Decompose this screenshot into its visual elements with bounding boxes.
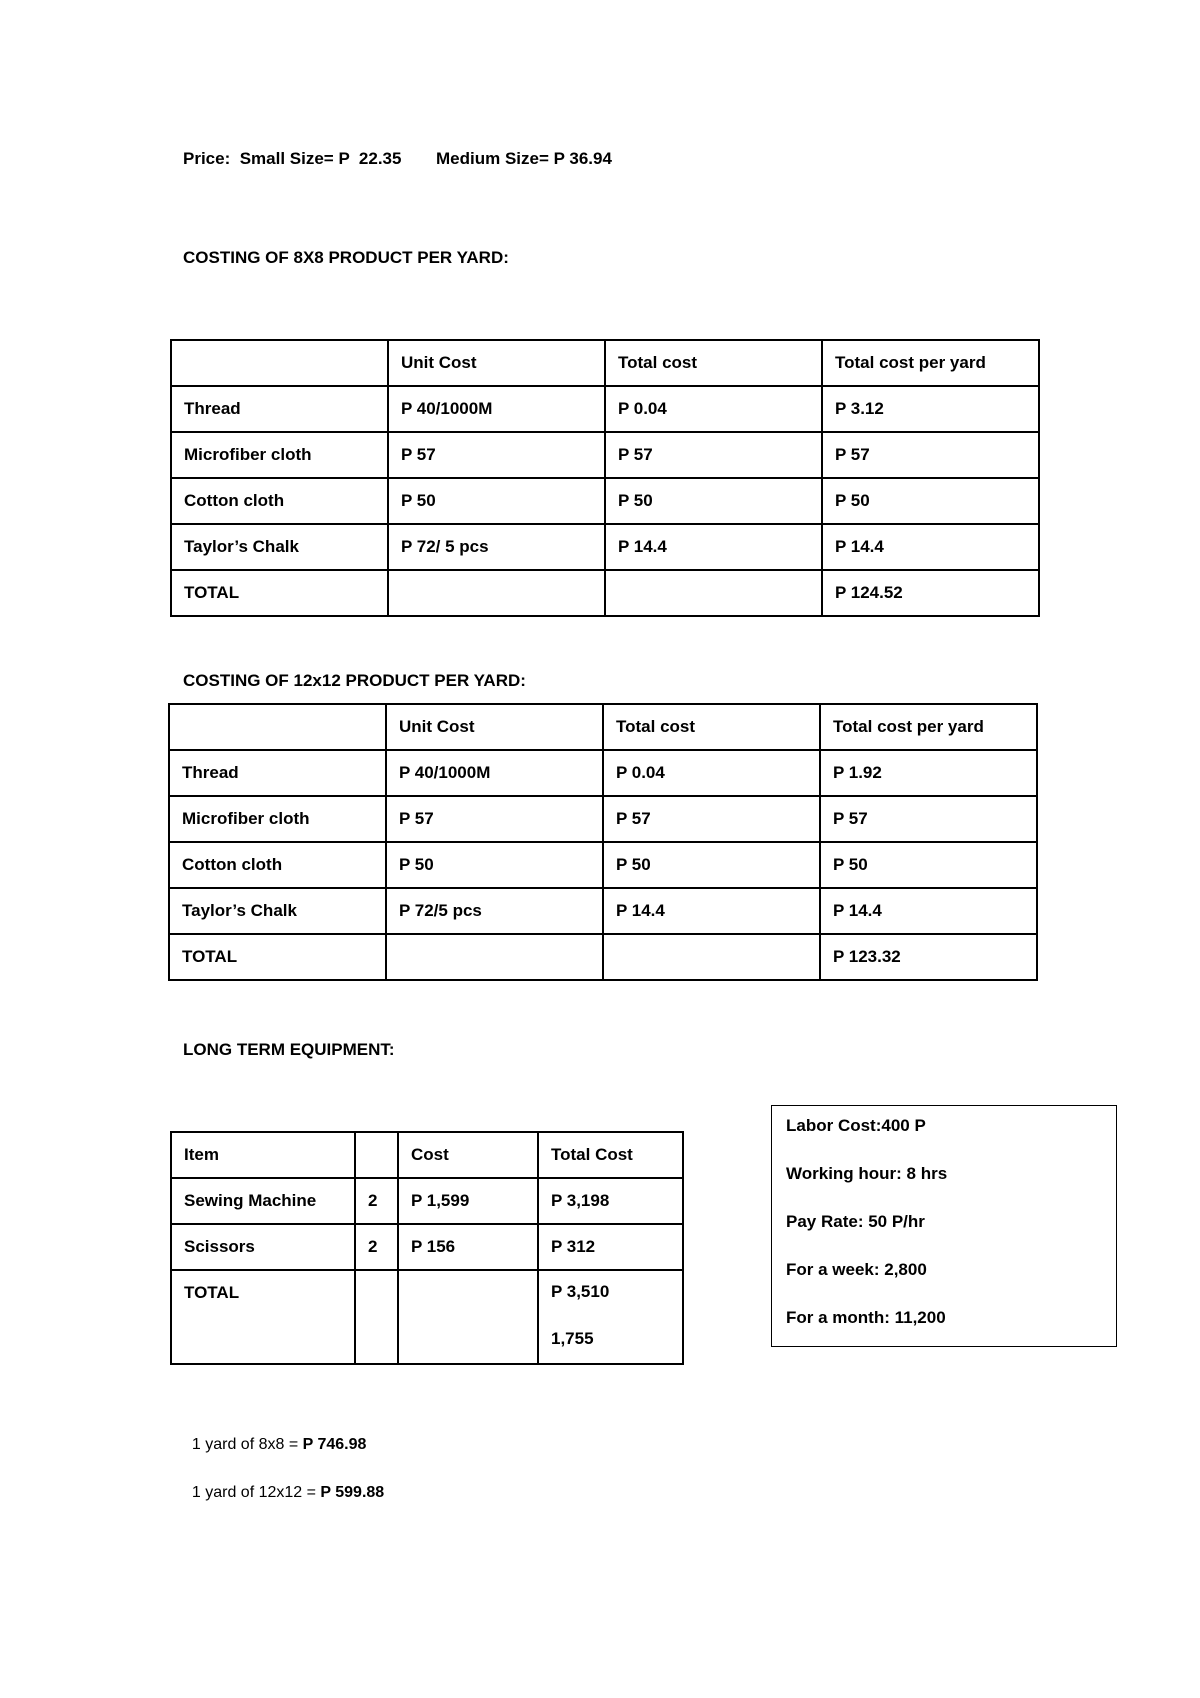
table-cell bbox=[355, 1270, 398, 1364]
table-cell bbox=[386, 934, 603, 980]
table-row bbox=[171, 524, 1039, 570]
heading-8x8: COSTING OF 8X8 PRODUCT PER YARD: bbox=[183, 248, 509, 267]
table-row bbox=[171, 1224, 683, 1270]
table-cell: P 72/5 pcs bbox=[386, 888, 603, 934]
table-cell: Thread bbox=[171, 386, 388, 432]
header-cell: Cost bbox=[398, 1132, 538, 1178]
table-cell: P 50 bbox=[605, 478, 822, 524]
total-cost-split: 1,755 bbox=[551, 1329, 594, 1348]
table-cell: P 156 bbox=[398, 1224, 538, 1270]
table-row bbox=[169, 796, 1037, 842]
table-cell: P 72/ 5 pcs bbox=[388, 524, 605, 570]
table-cell: Taylor’s Chalk bbox=[169, 888, 386, 934]
table-cell: Microfiber cloth bbox=[169, 796, 386, 842]
header-cell: Total cost bbox=[603, 704, 820, 750]
header-cell: Item bbox=[171, 1132, 355, 1178]
table-cell: Thread bbox=[169, 750, 386, 796]
equipment-table bbox=[170, 1131, 684, 1365]
table-cell: P 312 bbox=[538, 1224, 683, 1270]
table-cell: P 50 bbox=[386, 842, 603, 888]
table-cell: TOTAL bbox=[171, 1270, 355, 1364]
pay-rate: Pay Rate: 50 P/hr bbox=[786, 1212, 925, 1231]
table-cell: P 0.04 bbox=[605, 386, 822, 432]
table-cell: P 57 bbox=[388, 432, 605, 478]
table-cell: P 57 bbox=[603, 796, 820, 842]
table-cell: Sewing Machine bbox=[171, 1178, 355, 1224]
table-cell: P 57 bbox=[386, 796, 603, 842]
table-cell: P 14.4 bbox=[603, 888, 820, 934]
table-cell: P 40/1000M bbox=[388, 386, 605, 432]
header-cell: Total cost per yard bbox=[820, 704, 1037, 750]
table-cell: P 123.32 bbox=[820, 934, 1037, 980]
table-header-row bbox=[169, 704, 1037, 750]
table-cell: P 57 bbox=[605, 432, 822, 478]
table-row bbox=[169, 750, 1037, 796]
header-cell bbox=[355, 1132, 398, 1178]
price-small: Price: Small Size= P 22.35 bbox=[183, 149, 402, 168]
working-hour: Working hour: 8 hrs bbox=[786, 1164, 948, 1183]
table-total-row bbox=[169, 934, 1037, 980]
table-cell bbox=[538, 1270, 683, 1364]
table-12x12 bbox=[168, 703, 1038, 981]
summary-12x12-value: P 599.88 bbox=[320, 1484, 385, 1501]
price-medium: Medium Size= P 36.94 bbox=[436, 149, 612, 168]
summary-12x12 bbox=[183, 1466, 384, 1502]
table-cell: P 50 bbox=[820, 842, 1037, 888]
header-cell: Total cost per yard bbox=[822, 340, 1039, 386]
table-cell: Cotton cloth bbox=[169, 842, 386, 888]
table-row bbox=[171, 478, 1039, 524]
table-cell: Scissors bbox=[171, 1224, 355, 1270]
table-row bbox=[169, 888, 1037, 934]
table-cell: P 3.12 bbox=[822, 386, 1039, 432]
table-cell bbox=[605, 570, 822, 616]
table-cell bbox=[388, 570, 605, 616]
table-row bbox=[171, 386, 1039, 432]
header-cell bbox=[171, 340, 388, 386]
table-cell: P 0.04 bbox=[603, 750, 820, 796]
weekly-pay: For a week: 2,800 bbox=[786, 1260, 927, 1279]
heading-12x12: COSTING OF 12x12 PRODUCT PER YARD: bbox=[183, 671, 526, 690]
header-cell bbox=[169, 704, 386, 750]
table-total-row bbox=[171, 1270, 683, 1364]
summary-8x8-label: 1 yard of 8x8 = bbox=[191, 1436, 303, 1453]
table-cell: P 3,198 bbox=[538, 1178, 683, 1224]
table-cell bbox=[603, 934, 820, 980]
table-cell: 2 bbox=[355, 1224, 398, 1270]
header-cell: Total cost bbox=[605, 340, 822, 386]
table-cell bbox=[398, 1270, 538, 1364]
table-total-row bbox=[171, 570, 1039, 616]
table-header-row bbox=[171, 1132, 683, 1178]
header-cell: Total Cost bbox=[538, 1132, 683, 1178]
table-cell: P 14.4 bbox=[820, 888, 1037, 934]
table-cell: P 50 bbox=[822, 478, 1039, 524]
table-row bbox=[171, 1178, 683, 1224]
summary-8x8 bbox=[183, 1418, 366, 1454]
header-cell: Unit Cost bbox=[388, 340, 605, 386]
header-cell: Unit Cost bbox=[386, 704, 603, 750]
table-row bbox=[169, 842, 1037, 888]
total-cost-value: P 3,510 bbox=[551, 1282, 610, 1301]
table-cell: P 1.92 bbox=[820, 750, 1037, 796]
table-header-row bbox=[171, 340, 1039, 386]
monthly-pay: For a month: 11,200 bbox=[786, 1308, 946, 1327]
table-cell: TOTAL bbox=[171, 570, 388, 616]
table-cell: Microfiber cloth bbox=[171, 432, 388, 478]
table-cell: P 124.52 bbox=[822, 570, 1039, 616]
labor-cost-box bbox=[771, 1105, 1117, 1347]
table-cell: TOTAL bbox=[169, 934, 386, 980]
table-cell: 2 bbox=[355, 1178, 398, 1224]
table-cell: P 50 bbox=[603, 842, 820, 888]
heading-equipment: LONG TERM EQUIPMENT: bbox=[183, 1040, 395, 1059]
table-cell: P 14.4 bbox=[605, 524, 822, 570]
table-cell: Taylor’s Chalk bbox=[171, 524, 388, 570]
summary-12x12-label: 1 yard of 12x12 = bbox=[191, 1484, 321, 1501]
table-cell: P 14.4 bbox=[822, 524, 1039, 570]
table-8x8 bbox=[170, 339, 1040, 617]
table-cell: P 57 bbox=[820, 796, 1037, 842]
table-cell: Cotton cloth bbox=[171, 478, 388, 524]
labor-cost: Labor Cost:400 P bbox=[786, 1116, 926, 1135]
table-cell: P 50 bbox=[388, 478, 605, 524]
table-cell: P 1,599 bbox=[398, 1178, 538, 1224]
summary-8x8-value: P 746.98 bbox=[302, 1436, 367, 1453]
table-cell: P 40/1000M bbox=[386, 750, 603, 796]
table-row bbox=[171, 432, 1039, 478]
table-cell: P 57 bbox=[822, 432, 1039, 478]
